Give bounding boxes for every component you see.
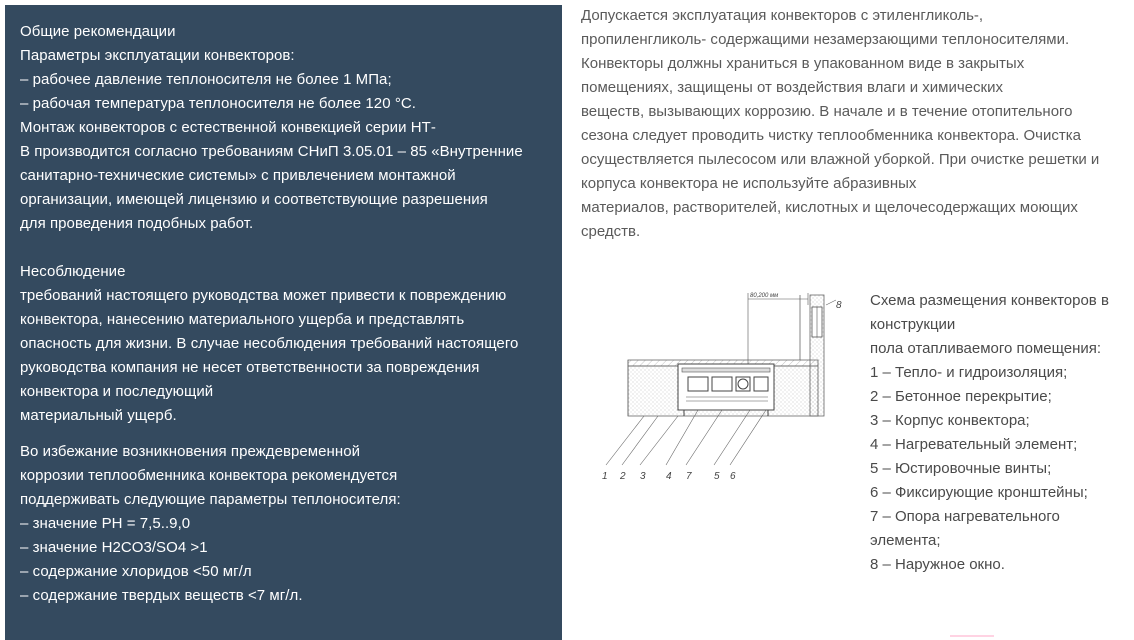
- callout-number: 3: [640, 471, 646, 482]
- legend-item: 4 – Нагревательный элемент;: [870, 436, 1078, 453]
- paragraph-line: Допускается эксплуатация конвекторов с этиленгликоль-,: [581, 7, 984, 24]
- legend-item: 3 – Корпус конвектора;: [870, 412, 1030, 429]
- operation-text: [581, 4, 1134, 244]
- paragraph-line: материальный ущерб.: [20, 407, 177, 424]
- section-title: Общие рекомендации: [20, 23, 176, 40]
- paragraph-line: осуществляется пылесосом или влажной уборкой. При очистке решетки и: [581, 151, 1100, 168]
- parameter-line: – рабочее давление теплоносителя не более 1 МПа;: [20, 71, 392, 88]
- parameter-line: – значение PH = 7,5..9,0: [20, 515, 191, 532]
- paragraph-line: пропиленгликоль- содержащими незамерзающими теплоносителями.: [581, 31, 1070, 48]
- legend-item: 6 – Фиксирующие кронштейны;: [870, 484, 1088, 501]
- paragraph-line: руководства компания не несет ответственности за повреждения: [20, 359, 480, 376]
- paragraph-line: Во избежание возникновения преждевременной: [20, 443, 361, 460]
- paragraph-line: Несоблюдение: [20, 263, 126, 280]
- paragraph-line: Конвекторы должны храниться в упакованном виде в закрытых: [581, 55, 1025, 72]
- convector-body: [678, 364, 774, 416]
- outer-window: [812, 307, 822, 337]
- paragraph-line: Монтаж конвекторов с естественной конвекцией серии НТ-: [20, 119, 436, 136]
- accent-mark: [950, 635, 994, 637]
- recommendations-text: [20, 20, 560, 608]
- paragraph-line: корпуса конвектора не используйте абразивных: [581, 175, 917, 192]
- diagram-legend: [870, 289, 1132, 577]
- callout-number: 6: [730, 471, 736, 482]
- legend-item: 7 – Опора нагревательного: [870, 508, 1060, 525]
- dimension-line: [748, 293, 808, 364]
- paragraph-line: материалов, растворителей, кислотных и щелочесодержащих моющих: [581, 199, 1078, 216]
- paragraph-line: помещениях, защищены от воздействия влаги и химических: [581, 79, 1003, 96]
- callout-number: 4: [666, 471, 672, 482]
- legend-item: 5 – Юстировочные винты;: [870, 460, 1052, 477]
- paragraph-line: Параметры эксплуатации конвекторов:: [20, 47, 295, 64]
- paragraph-line: конвектора, нанесению материального ущерба и представлять: [20, 311, 465, 328]
- paragraph-line: для проведения подобных работ.: [20, 215, 254, 232]
- legend-item: 2 – Бетонное перекрытие;: [870, 388, 1052, 405]
- parameter-line: – содержание твердых веществ <7 мг/л.: [20, 587, 303, 604]
- callout-number: 1: [602, 471, 608, 482]
- paragraph-line: требований настоящего руководства может привести к повреждению: [20, 287, 507, 304]
- paragraph-line: организации, имеющей лицензию и соответствующие разрешения: [20, 191, 488, 208]
- paragraph-line: поддерживать следующие параметры теплоносителя:: [20, 491, 401, 508]
- paragraph-line: санитарно-технические системы» с привлечением монтажной: [20, 167, 456, 184]
- callout-number: 2: [620, 471, 626, 482]
- paragraph-line: коррозии теплообменника конвектора рекомендуется: [20, 467, 398, 484]
- dimension-label: 80,200 мм: [750, 293, 779, 299]
- legend-item: 8 – Наружное окно.: [870, 556, 1005, 573]
- legend-title: Схема размещения конвекторов в: [870, 292, 1109, 309]
- paragraph-line: веществ, вызывающих коррозию. В начале и в течение отопительного: [581, 103, 1073, 120]
- legend-title: пола отапливаемого помещения:: [870, 340, 1102, 357]
- parameter-line: – содержание хлоридов <50 мг/л: [20, 563, 252, 580]
- paragraph-line: В производится согласно требованиям СНиП 3.05.01 – 85 «Внутренние: [20, 143, 523, 160]
- paragraph-line: сезона следует проводить чистку теплообменника конвектора. Очистка: [581, 127, 1081, 144]
- callout-number: 8: [836, 300, 842, 311]
- callout-number: 7: [686, 471, 692, 482]
- convector-installation-diagram: [600, 285, 850, 485]
- paragraph-line: конвектора и последующий: [20, 383, 214, 400]
- legend-item: элемента;: [870, 532, 941, 549]
- legend-item: 1 – Тепло- и гидроизоляция;: [870, 364, 1068, 381]
- paragraph-line: опасность для жизни. В случае несоблюдения требований настоящего: [20, 335, 519, 352]
- parameter-line: – значение H2CO3/SO4 >1: [20, 539, 208, 556]
- callout-number: 5: [714, 471, 720, 482]
- paragraph-line: средств.: [581, 223, 641, 240]
- parameter-line: – рабочая температура теплоносителя не более 120 °С.: [20, 95, 416, 112]
- legend-title: конструкции: [870, 316, 956, 333]
